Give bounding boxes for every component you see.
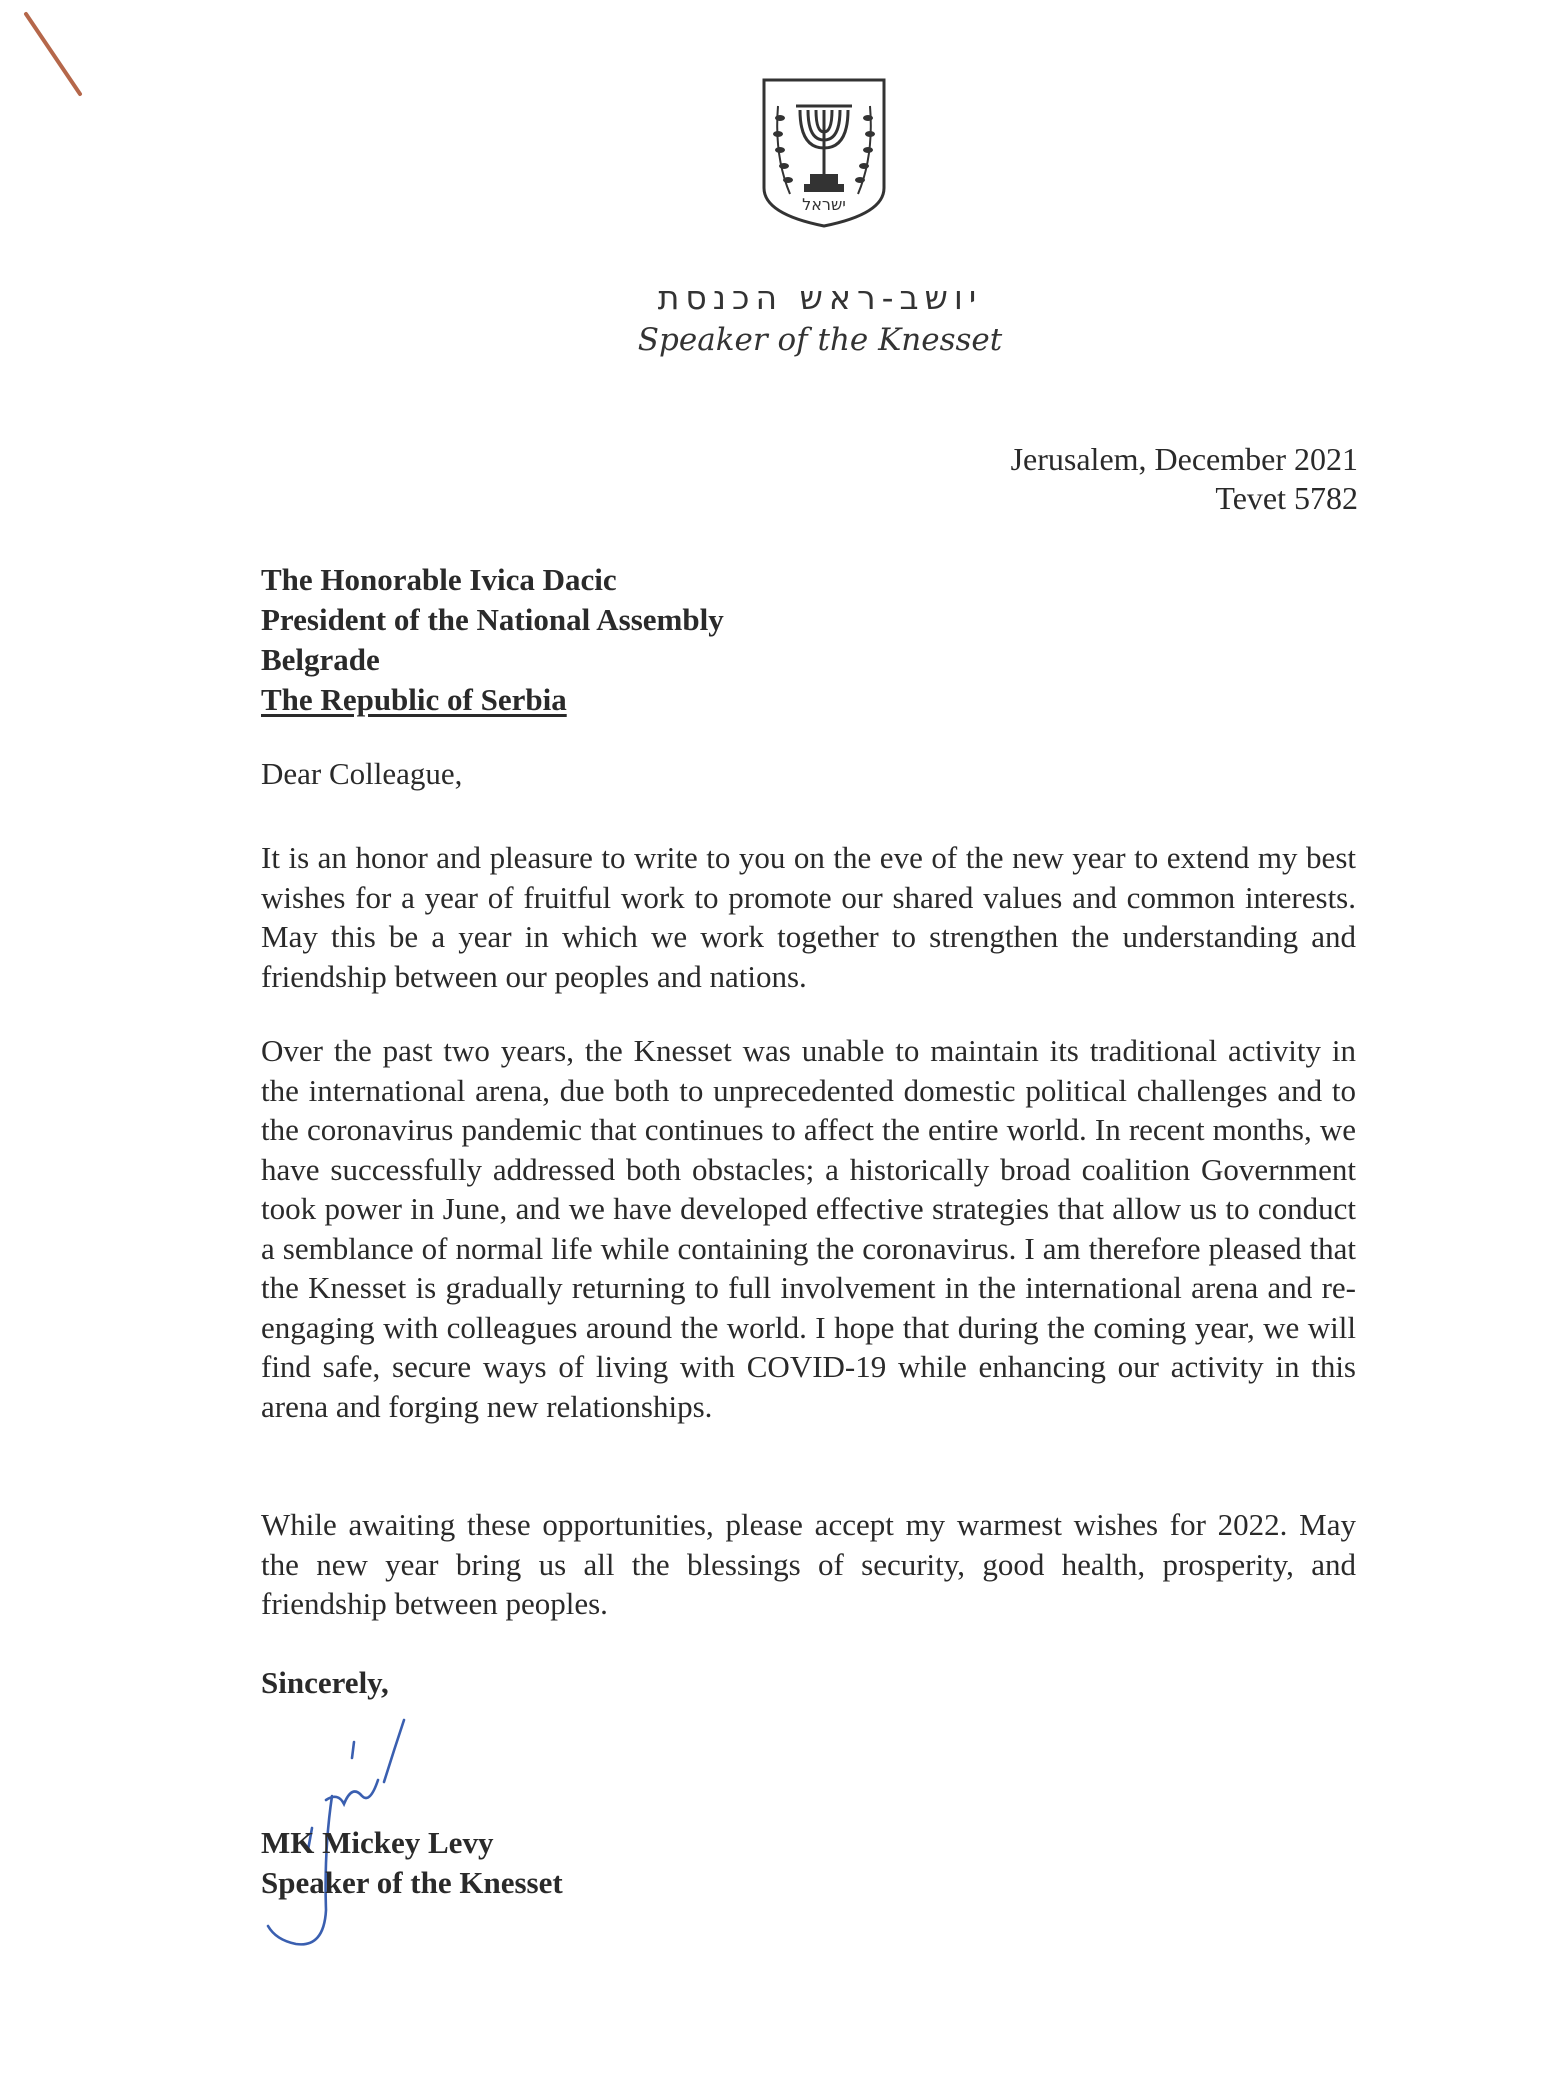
letterhead-hebrew-title: יושב-ראש הכנסת [657,278,983,317]
recipient-block [261,560,724,720]
date-location: Jerusalem, December 2021 [1010,441,1358,477]
emblem-text: ישראל [802,195,846,214]
letterhead-english-title: Speaker of the Knesset [637,322,1003,358]
dateline [1011,440,1358,518]
greeting: Dear Colleague, [261,756,463,791]
pen-mark [22,10,92,100]
date-hebrew: Tevet 5782 [1215,480,1358,516]
signer-name: MK Mickey Levy [261,1825,494,1860]
signer-block [261,1823,563,1903]
body-paragraph-3: While awaiting these opportunities, please accept my warmest wishes for 2022. May the new year bring us all the blessings of security, good health, prosperity, and friendship between peoples. [261,1507,1356,1621]
body-paragraph-2: Over the past two years, the Knesset was unable to maintain its traditional activity in the international arena, due both to unprecedented domestic political challenges and to the coronavirus pandemic that continues to affect the entire world. In recent months, we have successfully addressed both obstacles; a historically broad coalition Government took power in June, and we have developed effective strategies that allow us to conduct a semblance of normal life while containing the coronavirus. I am therefore pleased that the Knesset is gradually returning to full involvement in the international arena and re-engaging with colleagues around the world. I hope that during the coming year, we will find safe, secure ways of living with COVID-19 while enhancing our activity in this arena and forging new relationships. [261,1033,1356,1424]
recipient-title: President of the National Assembly [261,602,724,637]
recipient-city: Belgrade [261,642,380,677]
closing: Sincerely, [261,1665,389,1700]
recipient-country: The Republic of Serbia [261,682,567,717]
signer-title: Speaker of the Knesset [261,1865,563,1900]
recipient-name: The Honorable Ivica Dacic [261,562,617,597]
body-paragraph-1: It is an honor and pleasure to write to you on the eve of the new year to extend my best wishes for a year of fruitful work to promote our shared values and common interests. May this be a year in which we work together to strengthen the understanding and friendship between our peoples and nations. [261,840,1356,994]
state-emblem-icon [760,76,888,228]
